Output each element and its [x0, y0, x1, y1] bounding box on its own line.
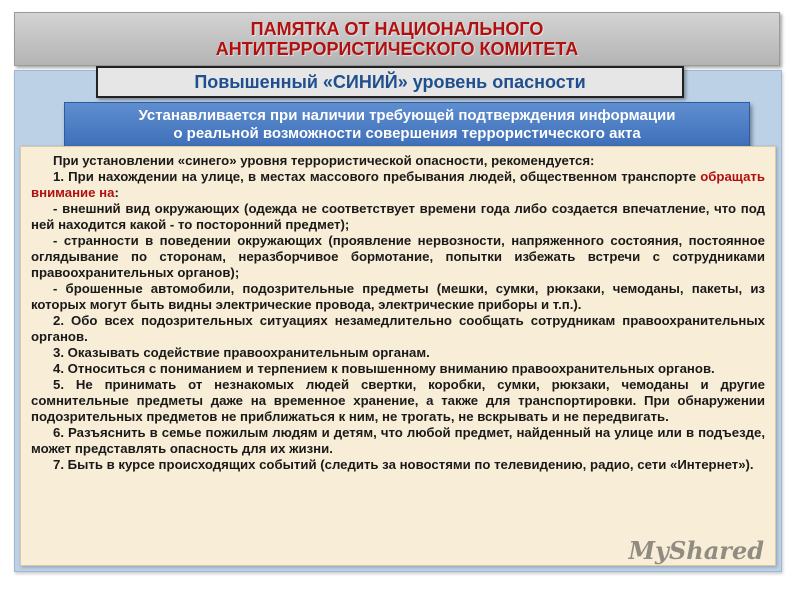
- header-line-1: ПАМЯТКА ОТ НАЦИОНАЛЬНОГО: [250, 19, 544, 39]
- recommendation-3: 3. Оказывать содействие правоохранительным органам.: [53, 345, 430, 360]
- banner-line-1: Устанавливается при наличии требующей подтверждения информации: [138, 107, 676, 124]
- recommendations-body: [20, 146, 776, 566]
- header-line-2: АНТИТЕРРОРИСТИЧЕСКОГО КОМИТЕТА: [215, 39, 579, 59]
- recommendation-1a: - внешний вид окружающих (одежда не соответствует времени года либо создается впечатление, что под ней находится какой - то посторонний предмет);: [31, 201, 765, 232]
- watermark-logo: MyShared: [628, 536, 764, 565]
- rec-1-text: 1. При нахождении на улице, в местах массового пребывания людей, общественном транспорте: [53, 169, 701, 184]
- recommendation-7: 7. Быть в курсе происходящих событий (следить за новостями по телевидению, радио, сети «Интернет»).: [53, 457, 754, 472]
- recommendation-1b: - странности в поведении окружающих (проявление нервозности, напряженного состояния, постоянное оглядывание по сторонам, неразборчивое бормотание, попытки избежать встречи с сотрудниками правоохранительных органов);: [31, 233, 765, 280]
- recommendation-5: 5. Не принимать от незнакомых людей свертки, коробки, сумки, рюкзаки, чемоданы и другие сомнительные предметы даже на временное хранение, а также для транспортировки. При обнаружении подозрительных предметов не приближаться к ним, не трогать, не вскрывать и не передвигать.: [31, 377, 765, 424]
- rec-1-highlight: обращать внимание на: [31, 169, 765, 200]
- banner-line-2: о реальной возможности совершения террористического акта: [173, 125, 641, 142]
- recommendation-6: 6. Разъяснить в семье пожилым людям и детям, что любой предмет, найденный на улице или в подъезде, может представлять опасность для их жизни.: [31, 425, 765, 456]
- rec-1-colon: :: [114, 185, 119, 200]
- recommendation-1: [31, 169, 765, 201]
- memo-header: [14, 12, 780, 66]
- recommendation-2: 2. Обо всех подозрительных ситуациях незамедлительно сообщать сотрудникам правоохранительных органов.: [31, 313, 765, 344]
- intro-text: При установлении «синего» уровня террористической опасности, рекомендуется:: [53, 153, 595, 168]
- recommendation-1c: - брошенные автомобили, подозрительные предметы (мешки, сумки, рюкзаки, чемоданы, пакеты, из которых могут быть видны электрические провода, электрические приборы и т.п.).: [31, 281, 765, 312]
- threat-level-title: Повышенный «СИНИЙ» уровень опасности: [96, 66, 684, 98]
- recommendation-4: 4. Относиться с пониманием и терпением к повышенному вниманию правоохранительных органов.: [53, 361, 715, 376]
- level-description-banner: [64, 102, 750, 148]
